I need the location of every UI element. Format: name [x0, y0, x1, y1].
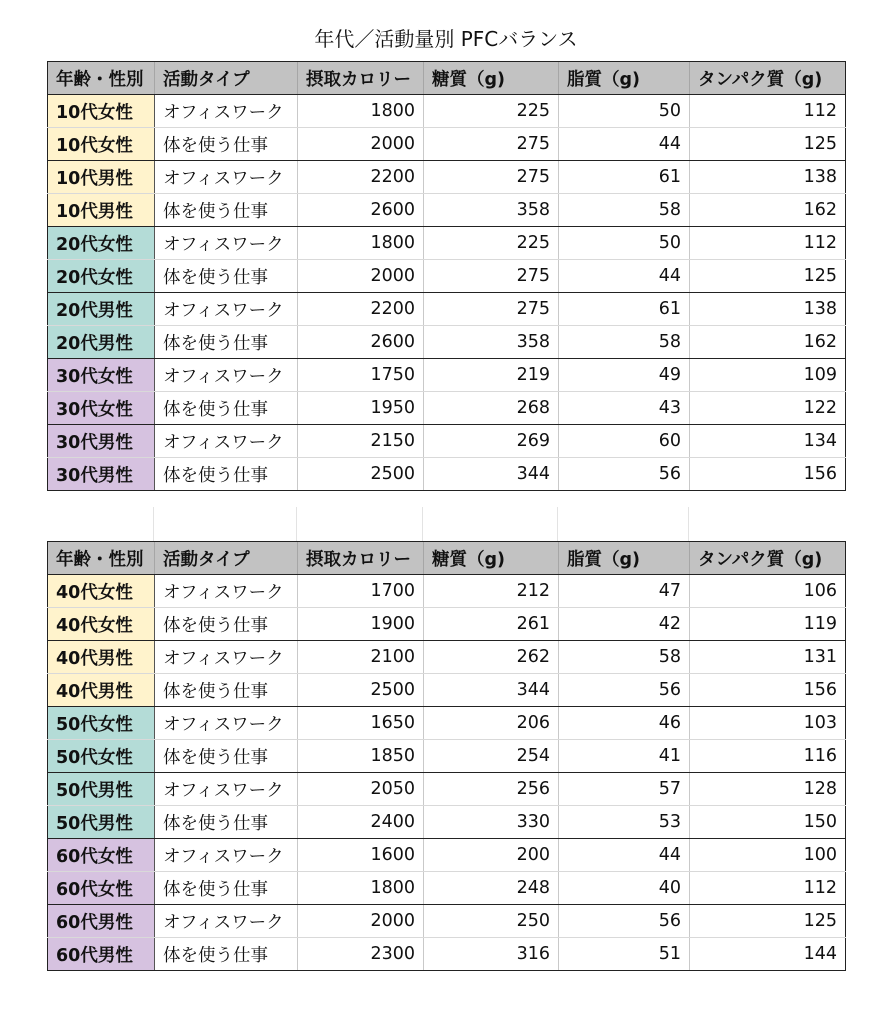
fat-cell[interactable]: 49 [559, 359, 690, 392]
activity-type-cell[interactable]: 体を使う仕事 [155, 938, 298, 971]
table-row [48, 326, 846, 359]
protein-cell[interactable]: 156 [690, 674, 846, 707]
table-row [48, 641, 846, 674]
empty-cell[interactable] [47, 507, 154, 541]
sheet-title: 年代／活動量別 PFCバランス [314, 27, 578, 51]
fat-cell[interactable]: 53 [559, 806, 690, 839]
protein-cell[interactable]: 109 [690, 359, 846, 392]
age-gender-cell[interactable]: 60代女性 [48, 839, 155, 872]
calories-cell[interactable]: 2000 [298, 260, 424, 293]
header-activity-type[interactable]: 活動タイプ [155, 62, 298, 95]
activity-type-cell[interactable]: オフィスワーク [155, 293, 298, 326]
protein-cell[interactable]: 128 [690, 773, 846, 806]
age-gender-cell[interactable]: 40代女性 [48, 608, 155, 641]
age-gender-cell[interactable]: 20代男性 [48, 326, 155, 359]
fat-cell[interactable]: 44 [559, 128, 690, 161]
empty-cell[interactable] [689, 507, 845, 541]
activity-type-cell[interactable]: 体を使う仕事 [155, 260, 298, 293]
fat-cell[interactable]: 56 [559, 674, 690, 707]
calories-cell[interactable]: 2200 [298, 293, 424, 326]
activity-type-cell[interactable]: オフィスワーク [155, 905, 298, 938]
table-row [48, 707, 846, 740]
calories-cell[interactable]: 2600 [298, 194, 424, 227]
carbs-cell[interactable]: 316 [424, 938, 559, 971]
header-row [48, 542, 846, 575]
age-gender-cell[interactable]: 40代男性 [48, 674, 155, 707]
carbs-cell[interactable]: 268 [424, 392, 559, 425]
calories-cell[interactable]: 1800 [298, 227, 424, 260]
activity-type-cell[interactable]: 体を使う仕事 [155, 740, 298, 773]
fat-cell[interactable]: 44 [559, 260, 690, 293]
age-gender-cell[interactable]: 30代女性 [48, 392, 155, 425]
activity-type-cell[interactable]: オフィスワーク [155, 641, 298, 674]
table-body [48, 95, 846, 491]
fat-cell[interactable]: 58 [559, 194, 690, 227]
table-row [48, 872, 846, 905]
protein-cell[interactable]: 112 [690, 872, 846, 905]
pfc-table-under-40 [47, 61, 846, 491]
protein-cell[interactable]: 103 [690, 707, 846, 740]
calories-cell[interactable]: 1800 [298, 95, 424, 128]
age-gender-cell[interactable]: 10代男性 [48, 161, 155, 194]
table-row [48, 128, 846, 161]
protein-cell[interactable]: 131 [690, 641, 846, 674]
carbs-cell[interactable]: 330 [424, 806, 559, 839]
pfc-table-40-plus [47, 541, 846, 971]
carbs-cell[interactable]: 248 [424, 872, 559, 905]
table-row [48, 773, 846, 806]
age-gender-cell[interactable]: 10代女性 [48, 128, 155, 161]
fat-cell[interactable]: 51 [559, 938, 690, 971]
carbs-cell[interactable]: 256 [424, 773, 559, 806]
header-carbs[interactable]: 糖質（g) [424, 542, 559, 575]
calories-cell[interactable]: 1600 [298, 839, 424, 872]
fat-cell[interactable]: 58 [559, 326, 690, 359]
fat-cell[interactable]: 46 [559, 707, 690, 740]
carbs-cell[interactable]: 262 [424, 641, 559, 674]
calories-cell[interactable]: 2400 [298, 806, 424, 839]
activity-type-cell[interactable]: オフィスワーク [155, 161, 298, 194]
fat-cell[interactable]: 50 [559, 227, 690, 260]
fat-cell[interactable]: 41 [559, 740, 690, 773]
calories-cell[interactable]: 1750 [298, 359, 424, 392]
activity-type-cell[interactable]: 体を使う仕事 [155, 128, 298, 161]
protein-cell[interactable]: 122 [690, 392, 846, 425]
carbs-cell[interactable]: 225 [424, 95, 559, 128]
calories-cell[interactable]: 2300 [298, 938, 424, 971]
carbs-cell[interactable]: 212 [424, 575, 559, 608]
table-row [48, 806, 846, 839]
age-gender-cell[interactable]: 30代女性 [48, 359, 155, 392]
calories-cell[interactable]: 2200 [298, 161, 424, 194]
activity-type-cell[interactable]: オフィスワーク [155, 359, 298, 392]
carbs-cell[interactable]: 344 [424, 458, 559, 491]
fat-cell[interactable]: 43 [559, 392, 690, 425]
fat-cell[interactable]: 60 [559, 425, 690, 458]
activity-type-cell[interactable]: オフィスワーク [155, 425, 298, 458]
carbs-cell[interactable]: 358 [424, 194, 559, 227]
header-age-gender[interactable]: 年齢・性別 [48, 62, 155, 95]
activity-type-cell[interactable]: 体を使う仕事 [155, 194, 298, 227]
age-gender-cell[interactable]: 10代男性 [48, 194, 155, 227]
fat-cell[interactable]: 47 [559, 575, 690, 608]
table-row [48, 938, 846, 971]
table-row [48, 458, 846, 491]
protein-cell[interactable]: 156 [690, 458, 846, 491]
activity-type-cell[interactable]: 体を使う仕事 [155, 326, 298, 359]
fat-cell[interactable]: 44 [559, 839, 690, 872]
protein-cell[interactable]: 125 [690, 260, 846, 293]
activity-type-cell[interactable]: 体を使う仕事 [155, 392, 298, 425]
calories-cell[interactable]: 1900 [298, 608, 424, 641]
carbs-cell[interactable]: 200 [424, 839, 559, 872]
fat-cell[interactable]: 61 [559, 293, 690, 326]
calories-cell[interactable]: 2050 [298, 773, 424, 806]
age-gender-cell[interactable]: 50代女性 [48, 740, 155, 773]
carbs-cell[interactable]: 275 [424, 260, 559, 293]
calories-cell[interactable]: 1800 [298, 872, 424, 905]
header-activity-type[interactable]: 活動タイプ [155, 542, 298, 575]
age-gender-cell[interactable]: 60代男性 [48, 905, 155, 938]
carbs-cell[interactable]: 275 [424, 161, 559, 194]
protein-cell[interactable]: 106 [690, 575, 846, 608]
header-calories[interactable]: 摂取カロリー [298, 542, 424, 575]
empty-cell[interactable] [297, 507, 423, 541]
protein-cell[interactable]: 162 [690, 194, 846, 227]
protein-cell[interactable]: 112 [690, 95, 846, 128]
fat-cell[interactable]: 56 [559, 905, 690, 938]
calories-cell[interactable]: 1700 [298, 575, 424, 608]
activity-type-cell[interactable]: オフィスワーク [155, 575, 298, 608]
table-row [48, 227, 846, 260]
calories-cell[interactable]: 2150 [298, 425, 424, 458]
calories-cell[interactable]: 2000 [298, 905, 424, 938]
age-gender-cell[interactable]: 30代男性 [48, 458, 155, 491]
table-row [48, 905, 846, 938]
fat-cell[interactable]: 40 [559, 872, 690, 905]
carbs-cell[interactable]: 344 [424, 674, 559, 707]
table-row [48, 425, 846, 458]
calories-cell[interactable]: 1950 [298, 392, 424, 425]
age-gender-cell[interactable]: 20代女性 [48, 227, 155, 260]
header-row [48, 62, 846, 95]
table-row [48, 740, 846, 773]
fat-cell[interactable]: 50 [559, 95, 690, 128]
calories-cell[interactable]: 2600 [298, 326, 424, 359]
empty-spacer-row [47, 507, 845, 541]
empty-cell[interactable] [423, 507, 558, 541]
protein-cell[interactable]: 125 [690, 905, 846, 938]
empty-cell[interactable] [558, 507, 689, 541]
calories-cell[interactable]: 2000 [298, 128, 424, 161]
carbs-cell[interactable]: 358 [424, 326, 559, 359]
carbs-cell[interactable]: 225 [424, 227, 559, 260]
calories-cell[interactable]: 2500 [298, 674, 424, 707]
carbs-cell[interactable]: 254 [424, 740, 559, 773]
carbs-cell[interactable]: 250 [424, 905, 559, 938]
table-row [48, 194, 846, 227]
age-gender-cell[interactable]: 40代女性 [48, 575, 155, 608]
header-fat[interactable]: 脂質（g) [559, 62, 690, 95]
activity-type-cell[interactable]: オフィスワーク [155, 227, 298, 260]
age-gender-cell[interactable]: 20代女性 [48, 260, 155, 293]
activity-type-cell[interactable]: 体を使う仕事 [155, 608, 298, 641]
header-calories[interactable]: 摂取カロリー [298, 62, 424, 95]
protein-cell[interactable]: 138 [690, 161, 846, 194]
fat-cell[interactable]: 58 [559, 641, 690, 674]
header-protein[interactable]: タンパク質（g) [690, 62, 846, 95]
empty-cell[interactable] [154, 507, 297, 541]
age-gender-cell[interactable]: 10代女性 [48, 95, 155, 128]
age-gender-cell[interactable]: 60代女性 [48, 872, 155, 905]
carbs-cell[interactable]: 261 [424, 608, 559, 641]
table-row [48, 161, 846, 194]
activity-type-cell[interactable]: 体を使う仕事 [155, 872, 298, 905]
protein-cell[interactable]: 144 [690, 938, 846, 971]
age-gender-cell[interactable]: 50代男性 [48, 806, 155, 839]
age-gender-cell[interactable]: 30代男性 [48, 425, 155, 458]
table-body [48, 575, 846, 971]
activity-type-cell[interactable]: 体を使う仕事 [155, 458, 298, 491]
calories-cell[interactable]: 1850 [298, 740, 424, 773]
carbs-cell[interactable]: 275 [424, 293, 559, 326]
protein-cell[interactable]: 162 [690, 326, 846, 359]
header-fat[interactable]: 脂質（g) [559, 542, 690, 575]
activity-type-cell[interactable]: 体を使う仕事 [155, 674, 298, 707]
protein-cell[interactable]: 150 [690, 806, 846, 839]
table-row [48, 359, 846, 392]
protein-cell[interactable]: 134 [690, 425, 846, 458]
protein-cell[interactable]: 119 [690, 608, 846, 641]
table-row [48, 293, 846, 326]
header-carbs[interactable]: 糖質（g) [424, 62, 559, 95]
fat-cell[interactable]: 42 [559, 608, 690, 641]
table-row [48, 260, 846, 293]
fat-cell[interactable]: 57 [559, 773, 690, 806]
table-row [48, 674, 846, 707]
header-protein[interactable]: タンパク質（g) [690, 542, 846, 575]
carbs-cell[interactable]: 219 [424, 359, 559, 392]
calories-cell[interactable]: 2100 [298, 641, 424, 674]
protein-cell[interactable]: 138 [690, 293, 846, 326]
table-row [48, 608, 846, 641]
header-age-gender[interactable]: 年齢・性別 [48, 542, 155, 575]
age-gender-cell[interactable]: 50代男性 [48, 773, 155, 806]
age-gender-cell[interactable]: 20代男性 [48, 293, 155, 326]
age-gender-cell[interactable]: 50代女性 [48, 707, 155, 740]
fat-cell[interactable]: 61 [559, 161, 690, 194]
protein-cell[interactable]: 125 [690, 128, 846, 161]
protein-cell[interactable]: 112 [690, 227, 846, 260]
activity-type-cell[interactable]: オフィスワーク [155, 95, 298, 128]
age-gender-cell[interactable]: 60代男性 [48, 938, 155, 971]
table-row [48, 575, 846, 608]
table-row [48, 392, 846, 425]
activity-type-cell[interactable]: オフィスワーク [155, 773, 298, 806]
age-gender-cell[interactable]: 40代男性 [48, 641, 155, 674]
activity-type-cell[interactable]: オフィスワーク [155, 839, 298, 872]
protein-cell[interactable]: 116 [690, 740, 846, 773]
carbs-cell[interactable]: 275 [424, 128, 559, 161]
calories-cell[interactable]: 1650 [298, 707, 424, 740]
protein-cell[interactable]: 100 [690, 839, 846, 872]
carbs-cell[interactable]: 206 [424, 707, 559, 740]
carbs-cell[interactable]: 269 [424, 425, 559, 458]
activity-type-cell[interactable]: 体を使う仕事 [155, 806, 298, 839]
calories-cell[interactable]: 2500 [298, 458, 424, 491]
table-row [48, 95, 846, 128]
table-row [48, 839, 846, 872]
activity-type-cell[interactable]: オフィスワーク [155, 707, 298, 740]
fat-cell[interactable]: 56 [559, 458, 690, 491]
